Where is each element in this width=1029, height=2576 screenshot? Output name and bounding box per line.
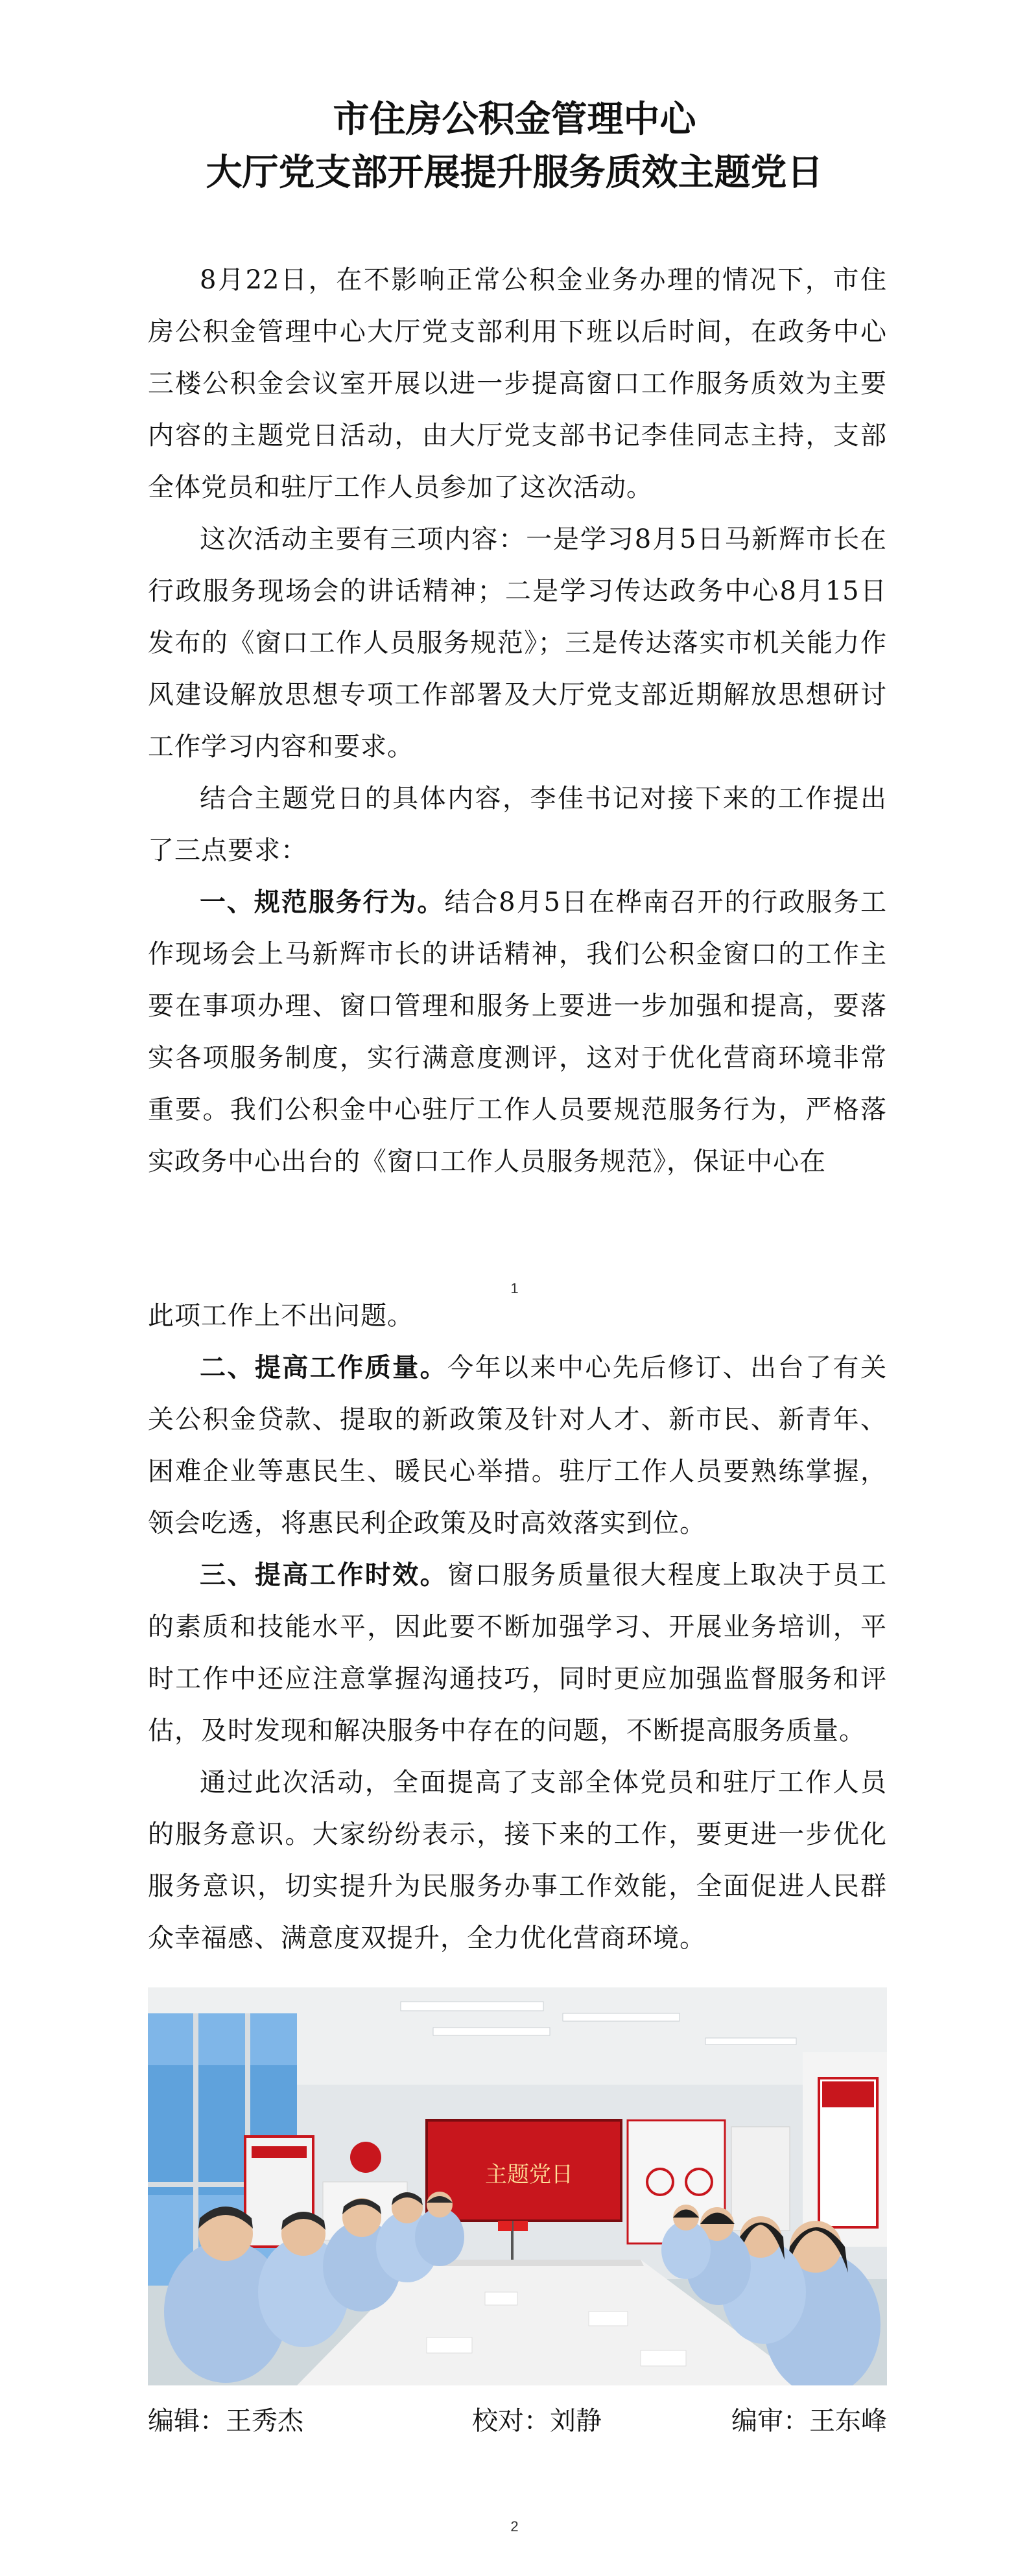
meeting-photo — [148, 1987, 887, 2385]
paragraph-requirement-2 — [148, 1342, 887, 1549]
page-title-line1: 市住房公积金管理中心 — [333, 99, 696, 141]
credit-reviewer: 编审：王东峰 — [731, 2406, 887, 2436]
page-number-2: 2 — [510, 2518, 519, 2535]
paragraph-intro: 8月22日，在不影响正常公积金业务办理的情况下，市住房公积金管理中心大厅党支部利用下班以后时间，在政务中心三楼公积金会议室开展以进一步提高窗口工作服务质效为主要内容的主题党日活动，由大厅党支部书记李佳同志主持，支部全体党员和驻厅工作人员参加了这次活动。 — [148, 265, 887, 502]
page-title-line2: 大厅党支部开展提升服务质效主题党日 — [206, 152, 823, 194]
requirement-3-body: 窗口服务质量很大程度上取决于员工的素质和技能水平，因此要不断加强学习、开展业务培训，平时工作中还应注意掌握沟通技巧，同时更应加强监督服务和评估，及时发现和解决服务中存在的问题，不断提高服务质量。 — [148, 1560, 887, 1746]
paragraph-requirement-3 — [148, 1549, 887, 1757]
requirement-2-heading: 二、提高工作质量。 — [200, 1353, 448, 1383]
requirement-1-body: 结合8月5日在桦南召开的行政服务工作现场会上马新辉市长的讲话精神，我们公积金窗口的工作主要在事项办理、窗口管理和服务上要进一步加强和提高，要落实各项服务制度，实行满意度测评，这对于优化营商环境非常重要。我们公积金中心驻厅工作人员要规范服务行为，严格落实政务中心出台的《窗口工作人员服务规范》，保证中心在 — [148, 887, 888, 1177]
paragraph-requirements-intro: 结合主题党日的具体内容，李佳书记对接下来的工作提出了三点要求： — [148, 784, 887, 865]
requirement-2-body: 今年以来中心先后修订、出台了有关关公积金贷款、提取的新政策及针对人才、新市民、新青年、困难企业等惠民生、暖民心举措。驻厅工作人员要熟练掌握，领会吃透，将惠民利企政策及时高效落实到位。 — [148, 1353, 887, 1538]
credits-line — [148, 2398, 887, 2444]
screen-text: 主题党日 — [485, 2162, 573, 2188]
credit-editor: 编辑：王秀杰 — [148, 2406, 303, 2436]
paragraph-activity-content: 这次活动主要有三项内容：一是学习8月5日马新辉市长在行政服务现场会的讲话精神；二是学习传达政务中心8月15日发布的《窗口工作人员服务规范》；三是传达落实市机关能力作风建设解放思想专项工作部署及大厅党支部近期解放思想研讨工作学习内容和要求。 — [148, 524, 887, 762]
page-number-1: 1 — [510, 1280, 519, 1296]
paragraph-requirement-1-continued: 此项工作上不出问题。 — [148, 1301, 414, 1331]
paragraph-conclusion: 通过此次活动，全面提高了支部全体党员和驻厅工作人员的服务意识。大家纷纷表示，接下来的工作，要更进一步优化服务意识，切实提升为民服务办事工作效能，全面促进人民群众幸福感、满意度双提升，全力优化营商环境。 — [148, 1768, 887, 1953]
credit-proofreader: 校对：刘静 — [472, 2406, 602, 2436]
requirement-1-heading: 一、规范服务行为。 — [200, 887, 445, 917]
paragraph-requirement-1 — [148, 876, 887, 1188]
requirement-3-heading: 三、提高工作时效。 — [200, 1560, 448, 1590]
